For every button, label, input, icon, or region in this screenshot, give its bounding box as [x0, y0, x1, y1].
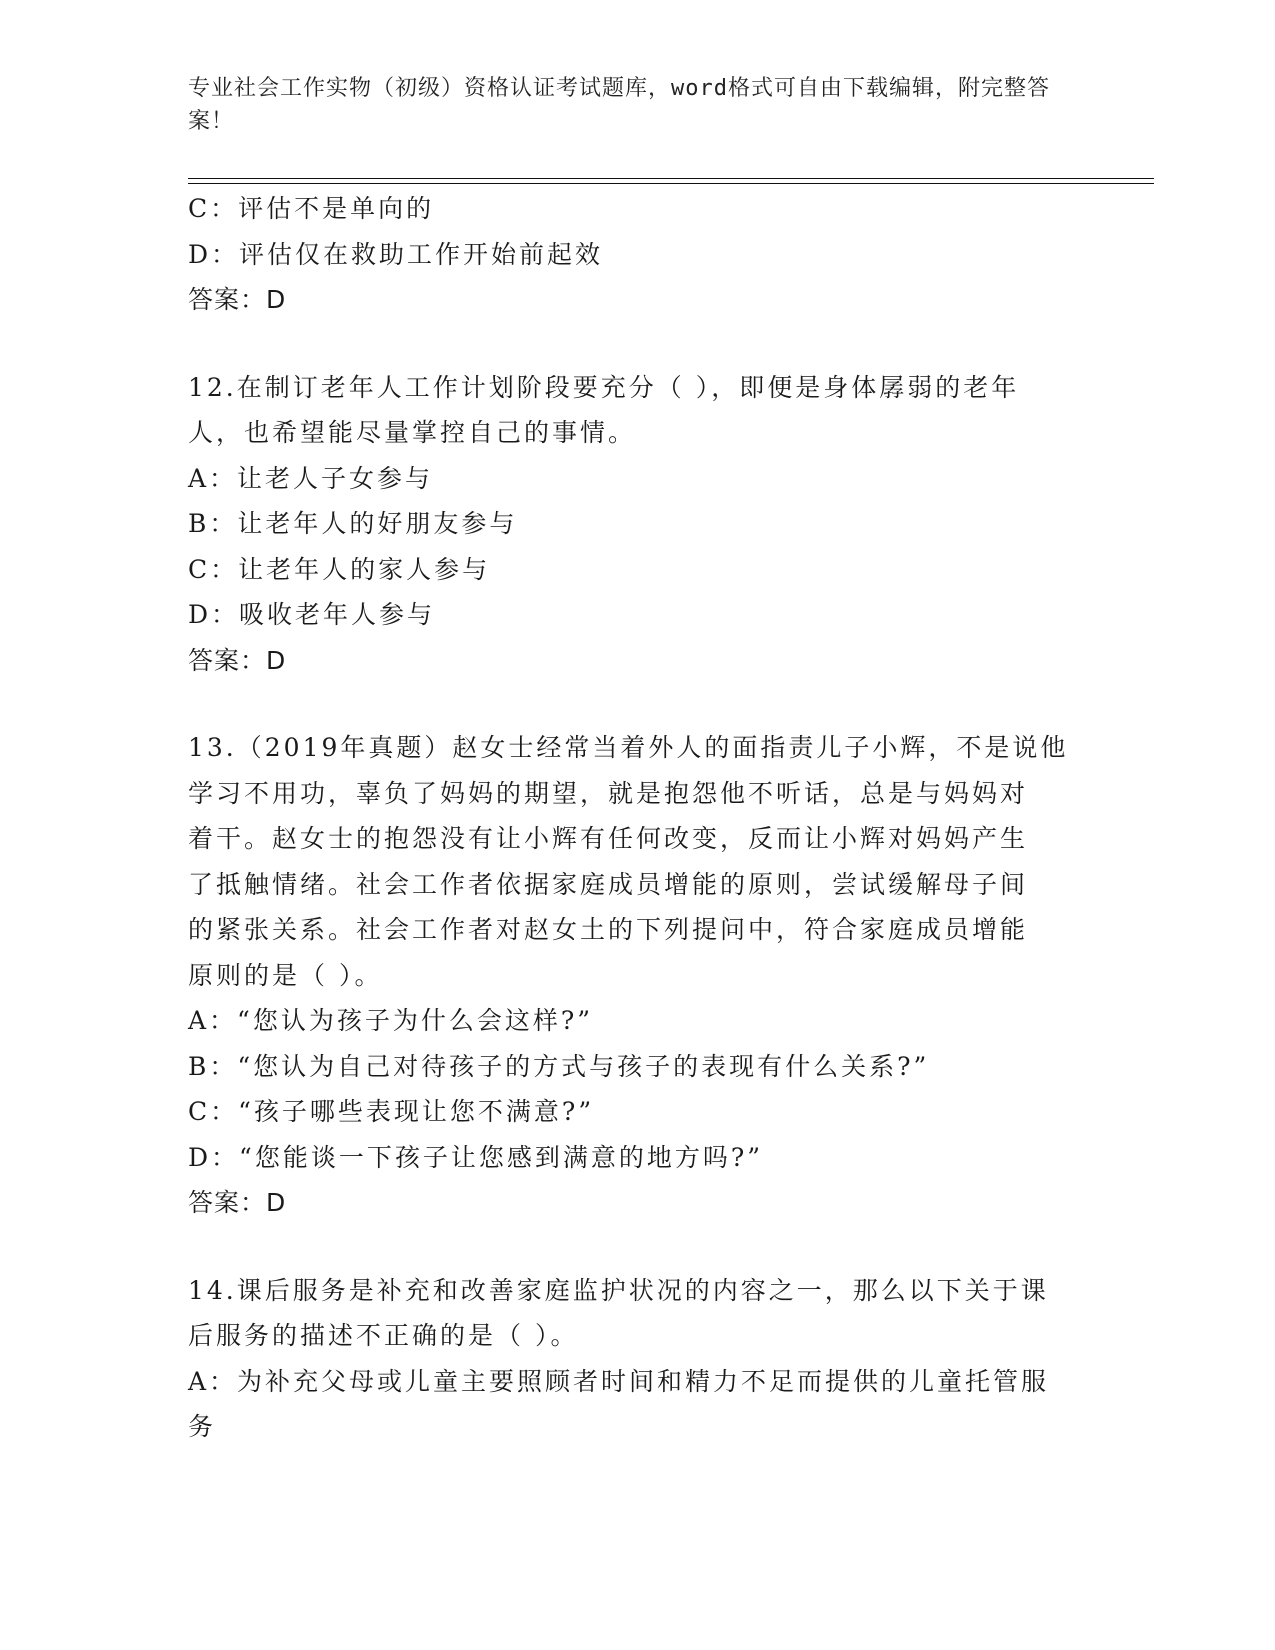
option-c: C：“孩子哪些表现让您不满意?”: [188, 1097, 595, 1126]
option-d: D：吸收老年人参与: [188, 600, 436, 629]
option-c: C：让老年人的家人参与: [188, 554, 491, 584]
question-stem-line: 着干。赵女士的抱怨没有让小辉有任何改变，反而让小辉对妈妈产生: [188, 824, 1029, 853]
question-stem-line: 12.在制订老年人工作计划阶段要充分（ ），即便是身体孱弱的老年: [188, 372, 1020, 402]
question-content: [188, 186, 1088, 1450]
answer: 答案：D: [188, 1188, 287, 1217]
question-12: [188, 365, 1088, 684]
question-14: [188, 1268, 1088, 1450]
question-stem-line: 原则的是（ ）。: [188, 960, 383, 990]
header-rule-top: [188, 178, 1154, 179]
question-11-continuation: [188, 186, 1088, 323]
question-stem-line: 13.（2019年真题）赵女士经常当着外人的面指责儿子小辉，不是说他: [188, 733, 1069, 762]
option-a: A：让老人子女参与: [188, 463, 434, 493]
option-b: B：“您认为自己对待孩子的方式与孩子的表现有什么关系?”: [188, 1051, 930, 1081]
question-stem-line: 人，也希望能尽量掌控自己的事情。: [188, 418, 637, 447]
question-stem-line: 14.课后服务是补充和改善家庭监护状况的内容之一，那么以下关于课: [188, 1275, 1049, 1305]
option-a: A：为补充父母或儿童主要照顾者时间和精力不足而提供的儿童托管服: [188, 1366, 1050, 1396]
answer: 答案：D: [188, 285, 287, 314]
header-rule-bottom: [188, 183, 1154, 184]
answer: 答案：D: [188, 645, 287, 675]
option-c: C：评估不是单向的: [188, 194, 435, 223]
question-stem-line: 的紧张关系。社会工作者对赵女土的下列提问中，符合家庭成员增能: [188, 915, 1029, 944]
option-a-continued: 务: [188, 1412, 217, 1441]
question-stem-line: 后服务的描述不正确的是（ ）。: [188, 1321, 579, 1350]
option-d: D：“您能谈一下孩子让您感到满意的地方吗?”: [188, 1142, 764, 1172]
page-header: 专业社会工作实物（初级）资格认证考试题库，word格式可自由下载编辑，附完整答案！: [188, 76, 1050, 134]
option-a: A：“您认为孩子为什么会这样?”: [188, 1006, 594, 1035]
question-stem-line: 学习不用功，辜负了妈妈的期望，就是抱怨他不听话，总是与妈妈对: [188, 778, 1029, 808]
option-d: D：评估仅在救助工作开始前起效: [188, 239, 604, 269]
question-13: [188, 725, 1088, 1226]
question-stem-line: 了抵触情绪。社会工作者依据家庭成员增能的原则，尝试缓解母子间: [188, 869, 1029, 899]
option-b: B：让老年人的好朋友参与: [188, 509, 518, 538]
